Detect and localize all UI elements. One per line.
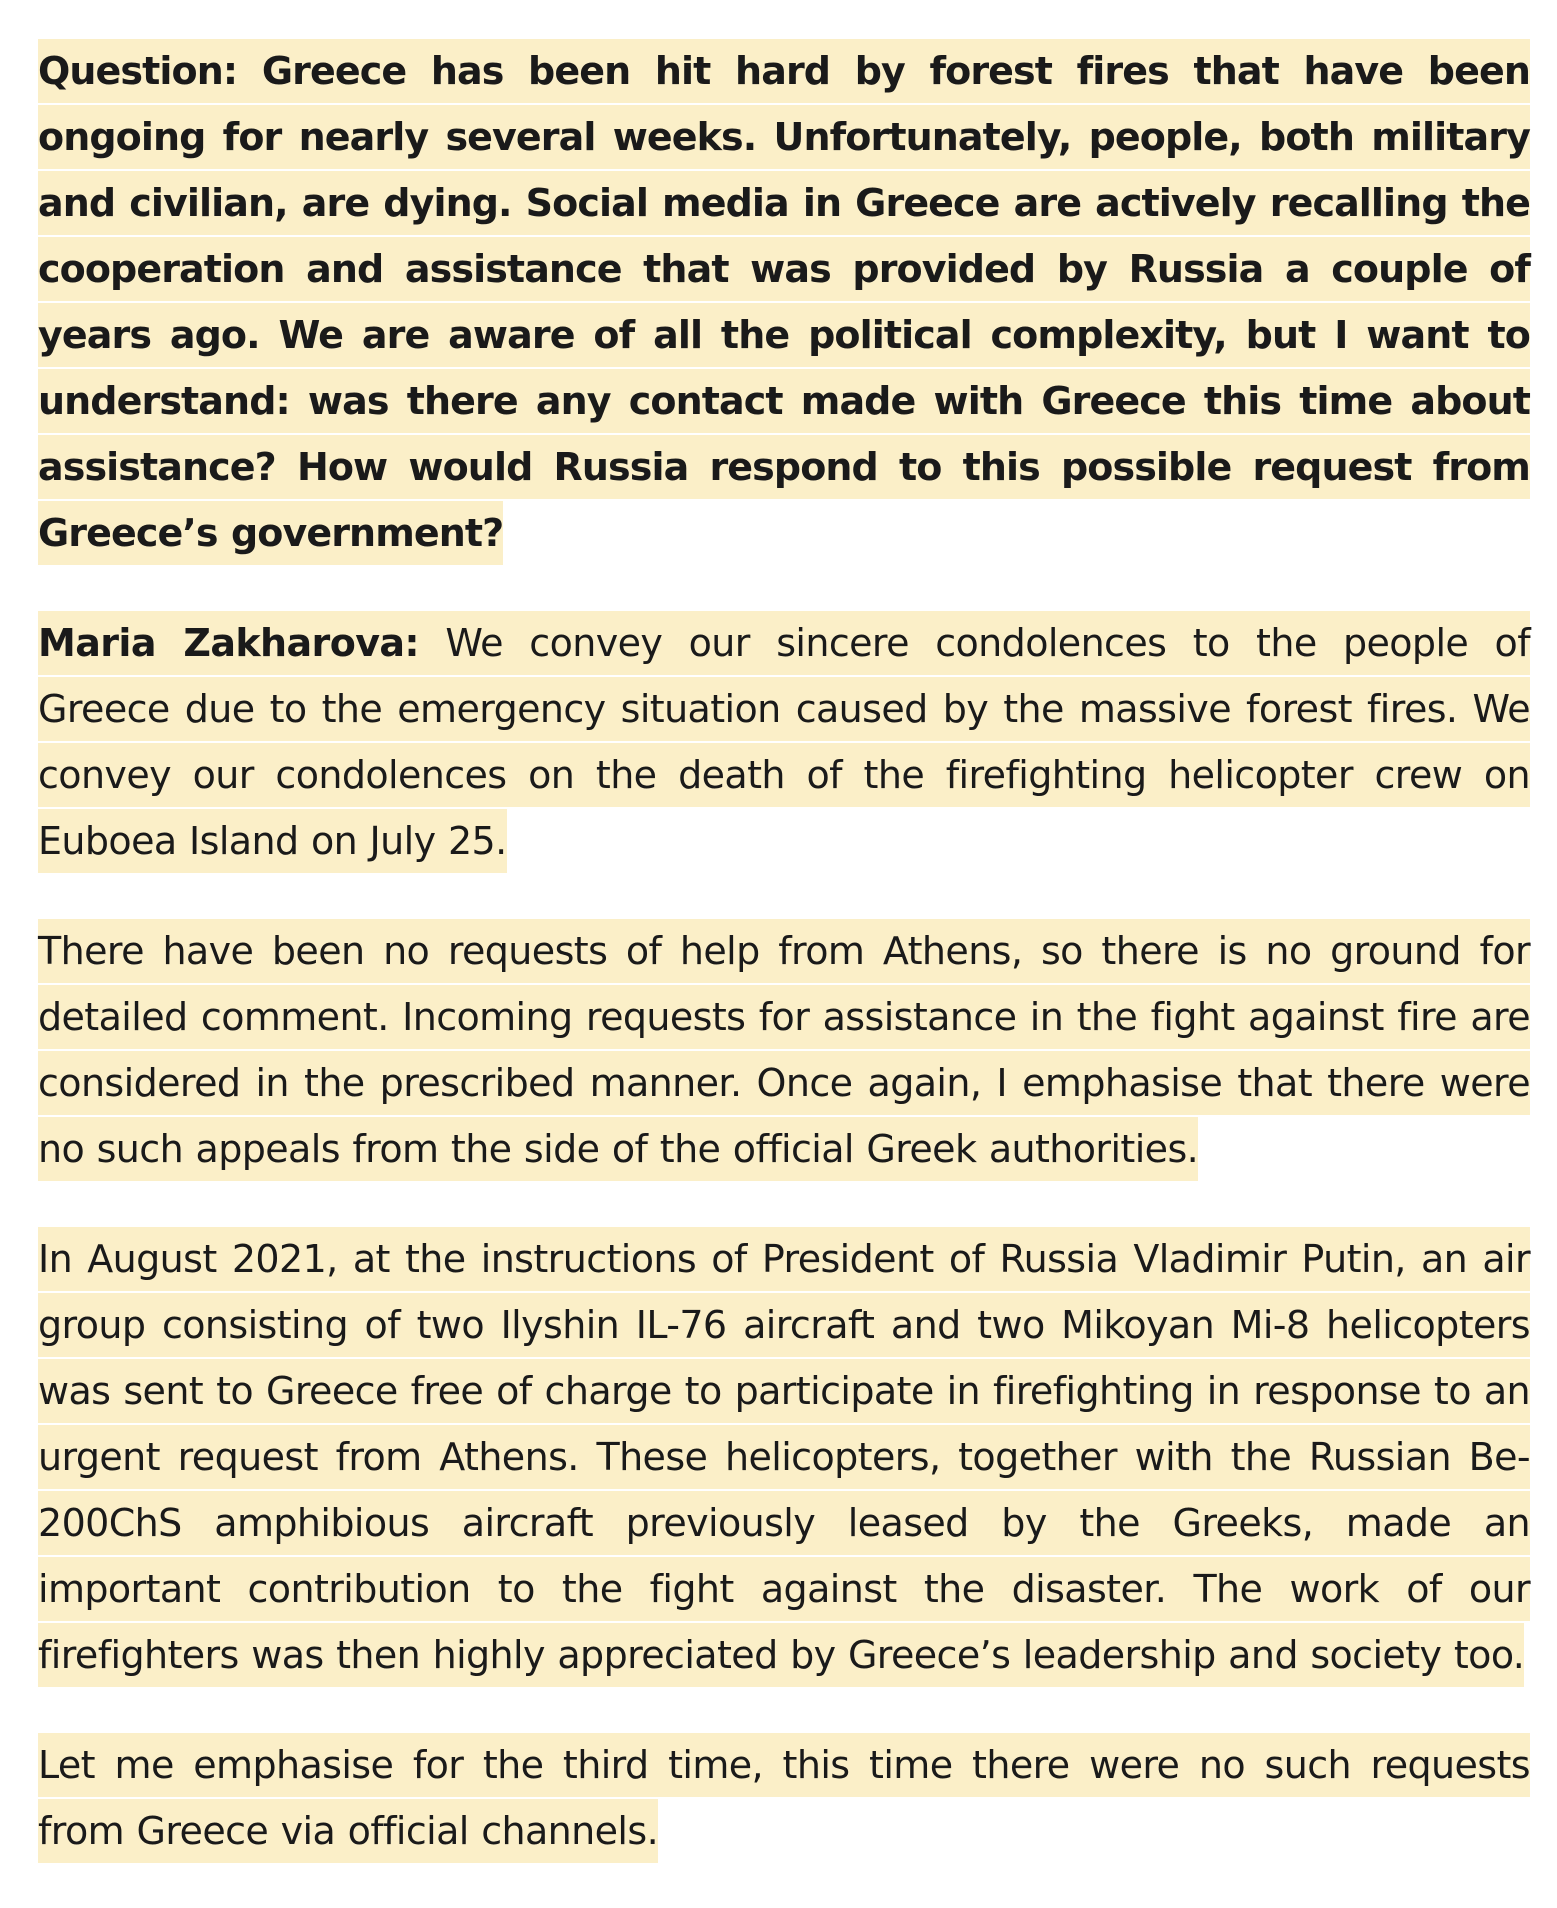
answer-text-3: In August 2021, at the instructions of President of Russia Vladimir Putin, an air group consisting of two Ilyshin IL-76 aircraft and two Mikoyan Mi-8 helicopters was sent to Greece free of charge to participate in firefighting in response to an urgent request from Athens. These helicopters, together with the Russian Be-200ChS amphibious aircraft previously leased by the Greeks, made an important contribution to the fight against the disaster. The work of our firefighters was then highly appreciated by Greece’s leadership and society too. xyxy=(38,1227,1530,1687)
answer-text-2: There have been no requests of help from Athens, so there is no ground for detailed comment. Incoming requests for assistance in the fight against fire are considered in the prescribed manner. Once again, I emphasise that there were no such appeals from the side of the official Greek authorities. xyxy=(38,919,1530,1181)
answer-paragraph-1 xyxy=(38,610,1530,874)
answer-text-1: We convey our sincere condolences to the people of Greece due to the emergency situation caused by the massive forest fires. We convey our condolences on the death of the firefighting helicopter crew on Euboea Island on July 25. xyxy=(38,621,1530,863)
answer-paragraph-4 xyxy=(38,1732,1530,1864)
answer-paragraph-3 xyxy=(38,1226,1530,1688)
answer-text-4: Let me emphasise for the third time, this time there were no such requests from Greece via official channels. xyxy=(38,1733,1530,1863)
question-paragraph xyxy=(38,38,1530,566)
transcript xyxy=(38,38,1530,1908)
speaker-name: Maria Zakharova: xyxy=(38,621,420,665)
answer-highlight-1 xyxy=(38,611,1530,873)
answer-paragraph-2 xyxy=(38,918,1530,1182)
question-text: Question: Greece has been hit hard by forest fires that have been ongoing for nearly several weeks. Unfortunately, people, both military and civilian, are dying. Social media in Greece are actively recalling the cooperation and assistance that was provided by Russia a couple of years ago. We are aware of all the political complexity, but I want to understand: was there any contact made with Greece this time about assistance? How would Russia respond to this possible request from Greece’s government? xyxy=(38,39,1530,565)
